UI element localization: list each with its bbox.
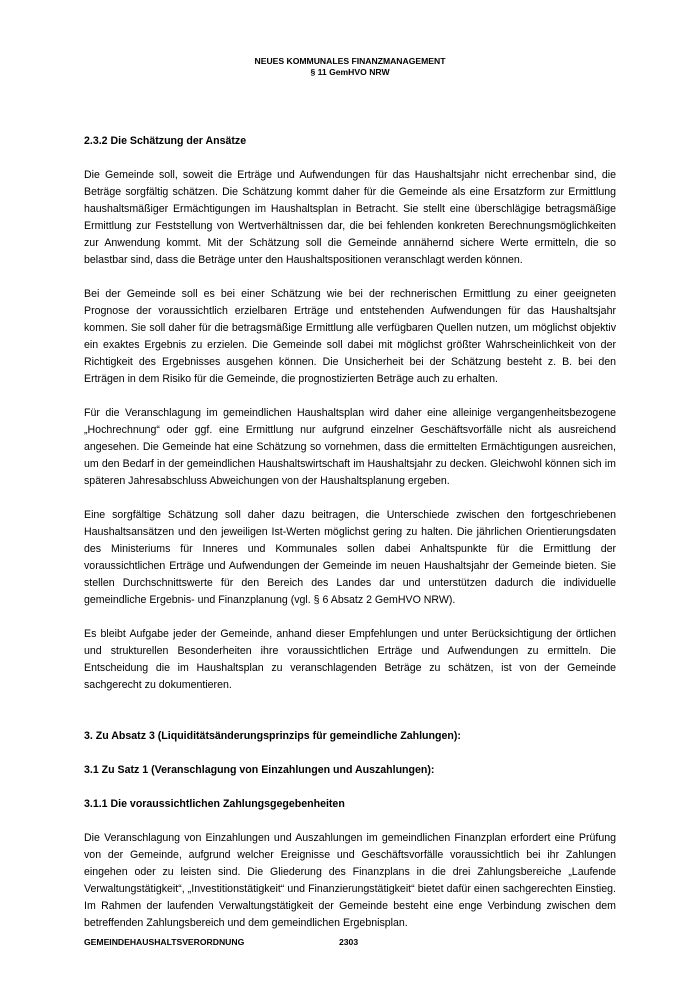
header-title: NEUES KOMMUNALES FINANZMANAGEMENT bbox=[254, 56, 446, 66]
section-heading-3-1-1: 3.1.1 Die voraussichtlichen Zahlungsgegebenheiten bbox=[84, 798, 345, 810]
document-body bbox=[84, 133, 616, 932]
header-subtitle: § 11 GemHVO NRW bbox=[310, 67, 390, 77]
section-heading-3: 3. Zu Absatz 3 (Liquiditätsänderungsprinzips für gemeindliche Zahlungen): bbox=[84, 730, 461, 742]
page-footer bbox=[84, 937, 616, 948]
paragraph: Eine sorgfältige Schätzung soll daher dazu beitragen, die Unterschiede zwischen den fortgeschriebenen Haushaltsansätzen und den jeweiligen Ist-Werten möglichst gering zu halten. Die jährlichen Orientierungsdaten des Ministeriums für Inneres und Kommunales sollen dabei Anhaltspunkte für die Ermittlung der voraussichtlichen Erträge und Aufwendungen der Gemeinde im neuen Haushaltsjahr der Gemeinde bieten. Sie stellen Durchschnittswerte für den Bereich des Landes dar und unterstützen dadurch die individuelle gemeindliche Ergebnis- und Finanzplanung (vgl. § 6 Absatz 2 GemHVO NRW). bbox=[84, 509, 616, 606]
paragraph: Die Veranschlagung von Einzahlungen und Auszahlungen im gemeindlichen Finanzplan erfordert eine Prüfung von der Gemeinde, aufgrund welcher Ereignisse und Geschäftsvorfälle voraussichtlich bei ihr Zahlungen eingehen oder zu leisten sind. Die Gliederung des Finanzplans in die drei Zahlungsbereiche „Laufende Verwaltungstätigkeit“, „Investitionstätigkeit“ und Finanzierungstätigkeit“ bietet dafür einen sachgerechten Einstieg. Im Rahmen der laufenden Verwaltungstätigkeit der Gemeinde besteht eine enge Verbindung zwischen dem betreffenden Zahlungsbereich und dem gemeindlichen Ergebnisplan. bbox=[84, 832, 616, 929]
section-heading-3-1: 3.1 Zu Satz 1 (Veranschlagung von Einzahlungen und Auszahlungen): bbox=[84, 764, 435, 776]
footer-title: GEMEINDEHAUSHALTSVERORDNUNG bbox=[84, 937, 245, 947]
paragraph: Es bleibt Aufgabe jeder der Gemeinde, anhand dieser Empfehlungen und unter Berücksichtigung der örtlichen und strukturellen Besonderheiten ihre voraussichtlichen Erträge und Aufwendungen zu ermitteln. Die Entscheidung die im Haushaltsplan zu veranschlagenden Beträge zu schätzen, ist von der Gemeinde sachgerecht zu dokumentieren. bbox=[84, 628, 616, 691]
paragraph: Bei der Gemeinde soll es bei einer Schätzung wie bei der rechnerischen Ermittlung zu einer geeigneten Prognose der voraussichtlich erzielbaren Erträge und entstehenden Aufwendungen für das Haushaltsjahr kommen. Sie soll daher für die betragsmäßige Ermittlung alle verfügbaren Quellen nutzen, um möglichst objektiv ein exaktes Ergebnis zu erzielen. Die Gemeinde soll dabei mit möglichst größter Wahrscheinlichkeit von der Richtigkeit des Ergebnisses ausgehen können. Die Unsicherheit bei der Schätzung besteht z. B. bei den Erträgen in dem Risiko für die Gemeinde, die prognostizierten Beträge auch zu erhalten. bbox=[84, 288, 616, 385]
page-number: 2303 bbox=[339, 937, 359, 947]
paragraph: Für die Veranschlagung im gemeindlichen Haushaltsplan wird daher eine alleinige vergangenheitsbezogene „Hochrechnung“ oder ggf. eine Ermittlung nur aufgrund einzelner Geschäftsvorfälle nicht als ausreichend angesehen. Die Gemeinde hat eine Schätzung so vornehmen, dass die ermittelten Ermächtigungen ausreichen, um den Bedarf in der gemeindlichen Haushaltswirtschaft im Haushaltsjahr zu decken. Gleichwohl können sich im späteren Jahresabschluss Abweichungen von der Haushaltsplanung ergeben. bbox=[84, 407, 616, 487]
section-heading-2-3-2: 2.3.2 Die Schätzung der Ansätze bbox=[84, 135, 247, 147]
page-header bbox=[0, 56, 700, 78]
paragraph: Die Gemeinde soll, soweit die Erträge und Aufwendungen für das Haushaltsjahr nicht errechenbar sind, die Beträge sorgfältig schätzen. Die Schätzung kommt daher für die Gemeinde als eine Ersatzform zur Ermittlung haushaltsmäßiger Ermächtigungen im Haushaltsplan in Betracht. Sie stellt eine überschlägige betragsmäßige Ermittlung zur Feststellung von Wertverhältnissen dar, die bei fehlenden konkreten Berechnungsmöglichkeiten zur Anwendung kommt. Mit der Schätzung soll die Gemeinde annähernd sichere Werte ermitteln, die so belastbar sind, dass die Beträge unter den Haushaltspositionen veranschlagt werden können. bbox=[84, 169, 616, 266]
